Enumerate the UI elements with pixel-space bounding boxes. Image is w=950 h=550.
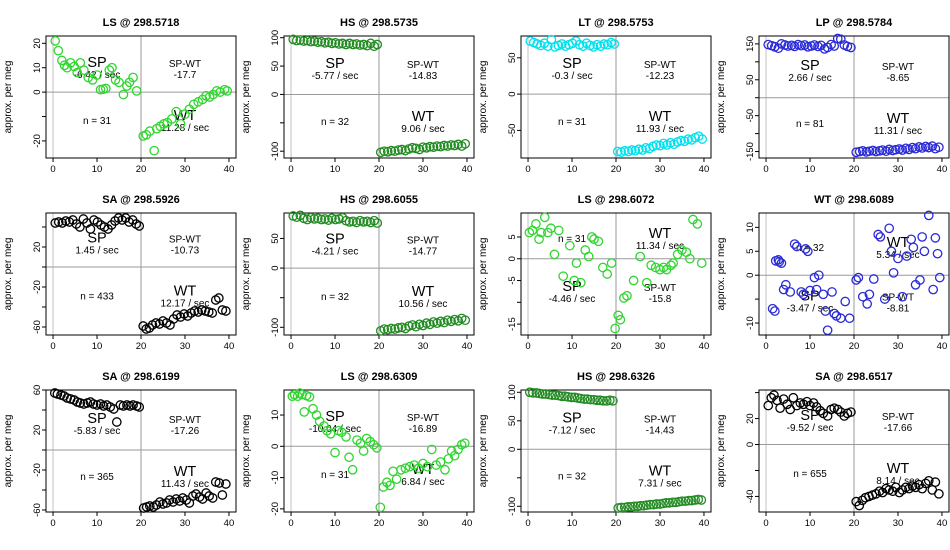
y-tick-label: 20 xyxy=(744,413,756,424)
y-tick-label: 0 xyxy=(507,91,518,97)
x-tick-label: 30 xyxy=(417,164,428,175)
x-tick-label: 40 xyxy=(223,164,235,175)
stat-value-tr: -14.43 xyxy=(645,425,675,437)
stat-label-br: WT xyxy=(648,463,672,480)
stat-label-br: SP-WT xyxy=(643,282,677,294)
stat-label-br: WT xyxy=(173,283,197,300)
stat-label-tr: SP-WT xyxy=(406,235,439,247)
x-tick-label: 20 xyxy=(373,164,384,175)
stat-value-tl: 1.45 / sec xyxy=(75,245,119,257)
stat-label-br: WT xyxy=(886,111,909,128)
data-point xyxy=(924,211,932,219)
y-tick-label: 50 xyxy=(269,60,281,72)
panel-HS-298.5735 xyxy=(238,14,476,191)
stat-value-tl: -5.83 / sec xyxy=(73,426,121,437)
data-point xyxy=(541,213,549,221)
stat-label-tr: SP-WT xyxy=(168,415,202,426)
data-point xyxy=(841,297,849,305)
data-point xyxy=(440,466,448,474)
y-tick-label: -10 xyxy=(269,470,281,485)
y-tick-label: 5 xyxy=(744,248,756,254)
stat-label-bl: n = 655 xyxy=(792,468,827,480)
panel-title: WT @ 298.6089 xyxy=(813,194,894,206)
stat-value-br: -15.8 xyxy=(648,293,672,305)
y-tick-label: 0 xyxy=(269,443,281,449)
stat-label-br: WT xyxy=(173,107,197,124)
stat-label-tl: SP xyxy=(324,231,345,248)
x-tick-label: 20 xyxy=(848,518,859,529)
stat-label-br: WT xyxy=(886,460,909,477)
panel-title: LS @ 298.6072 xyxy=(577,194,655,206)
stat-value-br: 11.28 / sec xyxy=(160,122,210,134)
y-tick-label: 0 xyxy=(744,441,756,448)
stat-value-br: 9.06 / sec xyxy=(400,124,445,136)
data-point xyxy=(917,233,925,241)
data-point xyxy=(827,288,835,296)
panel-title: SA @ 298.6517 xyxy=(814,371,893,383)
x-tick-label: 20 xyxy=(135,518,147,529)
stat-value-tr: -17.7 xyxy=(173,69,197,81)
x-tick-label: 0 xyxy=(50,518,56,529)
data-point xyxy=(344,453,352,461)
stat-value-tl: -0.3 / sec xyxy=(551,70,593,82)
panel-svg-9 xyxy=(238,368,476,545)
y-tick-label: -20 xyxy=(32,134,43,148)
panel-title: SA @ 298.5926 xyxy=(102,194,180,206)
x-tick-label: 20 xyxy=(135,341,147,352)
panel-title: HS @ 298.5735 xyxy=(339,17,418,29)
x-tick-label: 0 xyxy=(287,341,294,352)
x-tick-label: 20 xyxy=(610,518,622,529)
data-point xyxy=(934,490,942,498)
stat-label-br: WT xyxy=(411,461,434,478)
data-point xyxy=(931,234,939,242)
y-axis-label: approx. per meg xyxy=(3,414,14,488)
panel-SA-298.6517 xyxy=(713,368,950,545)
panel-svg-7 xyxy=(713,191,950,368)
data-point xyxy=(388,467,396,475)
x-tick-label: 20 xyxy=(610,341,622,352)
y-tick-label: 0 xyxy=(507,256,518,262)
x-tick-label: 10 xyxy=(804,518,815,529)
x-tick-label: 0 xyxy=(762,341,769,352)
y-tick-label: 50 xyxy=(269,233,281,244)
stat-value-br: 11.31 / sec xyxy=(873,126,922,138)
data-point xyxy=(330,448,338,456)
x-tick-label: 30 xyxy=(417,518,428,529)
y-tick-label: -40 xyxy=(744,489,756,504)
stat-label-bl: n = 31 xyxy=(557,116,587,128)
data-point xyxy=(348,466,356,474)
y-tick-label: 60 xyxy=(32,384,43,396)
panel-WT-298.6089 xyxy=(713,191,950,368)
panel-svg-4 xyxy=(0,191,238,368)
y-tick-label: -150 xyxy=(744,142,756,162)
stat-value-br: 11.43 / sec xyxy=(160,479,210,491)
data-point xyxy=(636,252,644,260)
stat-label-tl: SP xyxy=(799,57,820,74)
stat-label-br: SP-WT xyxy=(881,292,914,304)
y-tick-label: 0 xyxy=(269,265,281,271)
y-axis-label: approx. per meg xyxy=(478,60,489,134)
data-point xyxy=(851,276,859,284)
x-tick-label: 0 xyxy=(525,518,531,529)
panel-SA-298.5926 xyxy=(0,191,238,368)
stat-label-tr: SP-WT xyxy=(881,61,914,73)
data-point xyxy=(603,270,611,278)
stat-label-tl: SP xyxy=(324,408,345,425)
x-tick-label: 0 xyxy=(287,518,294,529)
x-tick-label: 30 xyxy=(654,341,666,352)
data-point xyxy=(862,300,870,308)
x-tick-label: 0 xyxy=(762,518,769,529)
stat-value-tl: -6.42 / sec xyxy=(73,69,121,81)
x-tick-label: 20 xyxy=(373,518,384,529)
x-tick-label: 40 xyxy=(461,518,472,529)
stat-label-bl: n = 32 xyxy=(557,471,587,483)
x-tick-label: 30 xyxy=(179,164,191,175)
panel-svg-3 xyxy=(713,14,950,191)
stat-value-br: 8.14 / sec xyxy=(875,475,920,487)
x-tick-label: 0 xyxy=(762,164,769,175)
stat-value-br: 7.31 / sec xyxy=(638,478,682,490)
x-tick-label: 20 xyxy=(135,164,147,175)
data-point xyxy=(150,146,158,154)
stat-value-br: 10.56 / sec xyxy=(398,299,447,311)
x-tick-label: 10 xyxy=(91,164,103,175)
stat-label-tr: SP-WT xyxy=(643,59,677,71)
data-point xyxy=(392,475,400,483)
data-point xyxy=(819,290,827,298)
y-tick-label: 0 xyxy=(507,446,518,452)
data-point xyxy=(532,220,540,228)
data-point xyxy=(823,326,831,334)
y-tick-label: -20 xyxy=(32,280,43,294)
stat-label-br: WT xyxy=(411,284,434,301)
y-axis-label: approx. per meg xyxy=(3,60,14,134)
y-tick-label: -100 xyxy=(269,317,281,337)
data-point xyxy=(300,408,308,416)
panel-svg-1 xyxy=(238,14,476,191)
panel-title: SA @ 298.6199 xyxy=(102,371,180,383)
y-axis-label: approx. per meg xyxy=(478,237,489,311)
stat-label-bl: n = 81 xyxy=(795,119,824,131)
stat-value-tr: -10.73 xyxy=(170,245,200,257)
panel-svg-6 xyxy=(475,191,713,368)
x-tick-label: 20 xyxy=(610,164,622,175)
x-tick-label: 10 xyxy=(804,341,815,352)
stat-label-tr: SP-WT xyxy=(406,60,439,72)
y-tick-label: 20 xyxy=(32,424,43,436)
data-point xyxy=(607,259,615,267)
data-point xyxy=(933,249,941,257)
stat-label-tr: WT xyxy=(886,235,909,252)
stat-value-tl: 2.66 / sec xyxy=(787,72,832,84)
stat-label-tl: SP xyxy=(562,410,582,427)
y-tick-label: 0 xyxy=(269,91,281,98)
data-point xyxy=(58,56,66,64)
x-tick-label: 0 xyxy=(525,341,531,352)
y-axis-label: approx. per meg xyxy=(715,60,727,134)
stat-label-tl: SP xyxy=(324,56,345,73)
stat-value-br: 11.93 / sec xyxy=(635,123,685,135)
stat-label-tr: SP-WT xyxy=(643,414,677,426)
y-tick-label: -50 xyxy=(744,108,756,123)
y-axis-label: approx. per meg xyxy=(3,237,14,311)
panel-svg-5 xyxy=(238,191,476,368)
panel-HS-298.6326 xyxy=(475,368,713,545)
data-point xyxy=(869,275,877,283)
stat-label-br: WT xyxy=(411,109,434,126)
x-tick-label: 40 xyxy=(698,341,710,352)
stat-label-tl: SP xyxy=(87,230,107,247)
panel-svg-8 xyxy=(0,368,238,545)
stat-label-bl: n = 365 xyxy=(80,472,114,484)
panel-svg-11 xyxy=(713,368,950,545)
x-tick-label: 10 xyxy=(91,341,103,352)
y-tick-label: -20 xyxy=(32,463,43,477)
data-point xyxy=(770,307,778,315)
stat-value-bl: -3.47 / sec xyxy=(786,303,833,315)
data-point xyxy=(550,250,558,258)
panel-title: LS @ 298.6309 xyxy=(340,371,417,383)
y-tick-label: 50 xyxy=(507,415,518,427)
x-tick-label: 10 xyxy=(566,341,578,352)
stat-label-tr: SP-WT xyxy=(406,412,439,424)
x-tick-label: 30 xyxy=(892,341,903,352)
panel-title: LS @ 298.5718 xyxy=(102,17,180,29)
data-point xyxy=(928,285,936,293)
x-tick-label: 40 xyxy=(223,518,235,529)
data-point xyxy=(376,503,384,511)
data-point xyxy=(698,259,706,267)
stat-label-tl: n = 31 xyxy=(557,234,587,246)
stat-label-tl: SP xyxy=(87,54,107,71)
panel-LT-298.5753 xyxy=(475,14,713,191)
stat-value-tl: -4.21 / sec xyxy=(311,246,358,258)
x-tick-label: 40 xyxy=(461,341,472,352)
data-point xyxy=(305,393,313,401)
y-tick-label: 100 xyxy=(269,29,281,46)
data-point xyxy=(889,269,897,277)
y-tick-label: 100 xyxy=(507,384,518,401)
y-axis-label: approx. per meg xyxy=(240,414,252,488)
stat-label-bl: SP xyxy=(799,288,820,305)
x-tick-label: 10 xyxy=(329,164,340,175)
y-axis-label: approx. per meg xyxy=(478,414,489,488)
data-point xyxy=(611,324,619,332)
panel-title: LP @ 298.5784 xyxy=(815,17,892,29)
stat-label-tl: SP xyxy=(562,55,582,72)
panel-title: HS @ 298.6326 xyxy=(577,371,655,383)
x-tick-label: 30 xyxy=(892,164,903,175)
x-tick-label: 30 xyxy=(892,518,903,529)
y-tick-label: 0 xyxy=(744,272,756,278)
stat-value-tr: 11.34 / sec xyxy=(635,241,685,253)
x-tick-label: 40 xyxy=(698,164,710,175)
x-tick-label: 20 xyxy=(848,341,859,352)
stat-label-br: WT xyxy=(173,464,197,481)
stat-value-tl: -10.04 / sec xyxy=(308,423,361,435)
x-tick-label: 20 xyxy=(373,341,384,352)
y-tick-label: 0 xyxy=(32,89,43,95)
y-tick-label: -10 xyxy=(744,316,756,330)
stat-label-tr: SP-WT xyxy=(881,411,914,423)
stat-label-tl: SP xyxy=(799,407,820,424)
x-tick-label: 0 xyxy=(525,164,531,175)
panel-title: LT @ 298.5753 xyxy=(578,17,654,29)
stat-label-br: WT xyxy=(648,108,672,125)
y-tick-label: 150 xyxy=(744,35,756,52)
y-tick-label: -20 xyxy=(269,502,281,516)
x-tick-label: 30 xyxy=(179,341,191,352)
data-point xyxy=(876,233,884,241)
y-tick-label: 5 xyxy=(507,234,518,240)
x-tick-label: 10 xyxy=(566,518,578,529)
x-tick-label: 40 xyxy=(698,518,710,529)
stat-value-tr: 5.34 / sec xyxy=(875,250,920,262)
panel-LP-298.5784 xyxy=(713,14,950,191)
stat-label-bl: n = 31 xyxy=(82,115,112,127)
x-tick-label: 0 xyxy=(50,341,56,352)
stat-label-bl: SP xyxy=(562,278,582,295)
data-point xyxy=(884,224,892,232)
stat-value-tr: -16.89 xyxy=(408,423,437,435)
stat-label-tl: SP xyxy=(87,411,107,427)
data-point xyxy=(54,46,62,54)
x-tick-label: 20 xyxy=(848,164,859,175)
data-point xyxy=(854,273,862,281)
panel-title: HS @ 298.6055 xyxy=(339,194,418,206)
y-tick-label: 10 xyxy=(32,62,43,74)
y-tick-label: 50 xyxy=(507,52,518,64)
x-tick-label: 30 xyxy=(654,164,666,175)
x-tick-label: 40 xyxy=(936,341,947,352)
y-axis-label: approx. per meg xyxy=(715,237,727,311)
x-tick-label: 10 xyxy=(91,518,103,529)
x-tick-label: 0 xyxy=(50,164,56,175)
panel-LS-298.6072 xyxy=(475,191,713,368)
stat-label-bl: n = 32 xyxy=(320,117,349,129)
data-point xyxy=(218,491,226,499)
data-point xyxy=(113,418,121,426)
panel-svg-2 xyxy=(475,14,713,191)
data-point xyxy=(873,230,881,238)
y-tick-label: 10 xyxy=(269,409,281,421)
stat-label-bl: n = 32 xyxy=(320,292,349,304)
x-tick-label: 30 xyxy=(654,518,666,529)
stat-label-tl: n = 32 xyxy=(795,243,824,255)
y-tick-label: -15 xyxy=(507,317,518,331)
panel-LS-298.6309 xyxy=(238,368,476,545)
y-tick-label: 20 xyxy=(32,38,43,49)
stat-value-br: 6.84 / sec xyxy=(400,476,445,488)
x-tick-label: 40 xyxy=(223,341,235,352)
y-tick-label: 20 xyxy=(32,241,43,253)
data-point xyxy=(629,276,637,284)
stat-label-tr: WT xyxy=(648,226,672,243)
panel-SA-298.6199 xyxy=(0,368,238,545)
x-tick-label: 10 xyxy=(566,164,578,175)
stat-value-br: 12.17 / sec xyxy=(160,298,210,310)
x-tick-label: 0 xyxy=(287,164,294,175)
x-tick-label: 10 xyxy=(329,518,340,529)
stat-value-bl: -4.46 / sec xyxy=(548,293,596,305)
x-tick-label: 40 xyxy=(936,518,947,529)
stat-value-tl: -9.52 / sec xyxy=(786,422,833,434)
x-tick-label: 40 xyxy=(461,164,472,175)
stat-label-bl: n = 433 xyxy=(80,291,114,303)
data-point xyxy=(845,314,853,322)
panel-svg-0 xyxy=(0,14,238,191)
y-tick-label: 50 xyxy=(744,74,756,86)
y-axis-label: approx. per meg xyxy=(240,237,252,311)
panel-HS-298.6055 xyxy=(238,191,476,368)
y-tick-label: -100 xyxy=(507,496,518,516)
data-point xyxy=(669,259,677,267)
y-tick-label: -50 xyxy=(507,123,518,138)
data-point xyxy=(935,273,943,281)
stat-label-tr: SP-WT xyxy=(168,234,202,246)
y-tick-label: 10 xyxy=(744,222,756,233)
y-tick-label: -60 xyxy=(32,320,43,334)
stat-value-tr: -17.66 xyxy=(883,422,912,434)
data-point xyxy=(768,304,776,312)
data-point xyxy=(585,252,593,260)
x-tick-label: 10 xyxy=(329,341,340,352)
stat-value-tr: -12.23 xyxy=(645,70,675,82)
x-tick-label: 10 xyxy=(804,164,815,175)
x-tick-label: 40 xyxy=(936,164,947,175)
y-axis-label: approx. per meg xyxy=(715,414,727,488)
stat-label-bl: n = 31 xyxy=(320,469,349,481)
panel-svg-10 xyxy=(475,368,713,545)
stat-value-tr: -17.26 xyxy=(170,426,200,437)
x-tick-label: 30 xyxy=(179,518,191,529)
stat-value-tr: -14.77 xyxy=(408,246,437,258)
stat-value-br: -8.81 xyxy=(886,303,909,315)
data-point xyxy=(359,447,367,455)
data-point xyxy=(132,87,140,95)
stat-value-tr: -8.65 xyxy=(886,72,909,84)
panel-LS-298.5718 xyxy=(0,14,238,191)
y-axis-label: approx. per meg xyxy=(240,60,252,134)
x-tick-label: 30 xyxy=(417,341,428,352)
data-point xyxy=(920,247,928,255)
data-point xyxy=(572,259,580,267)
stat-value-tr: -14.83 xyxy=(408,71,437,83)
stat-label-tr: SP-WT xyxy=(168,58,202,70)
y-tick-label: -5 xyxy=(507,276,518,285)
stat-value-tl: -5.77 / sec xyxy=(311,71,358,83)
y-tick-label: -60 xyxy=(32,503,43,517)
stat-value-tl: -7.12 / sec xyxy=(548,425,596,437)
y-tick-label: -100 xyxy=(269,141,281,161)
